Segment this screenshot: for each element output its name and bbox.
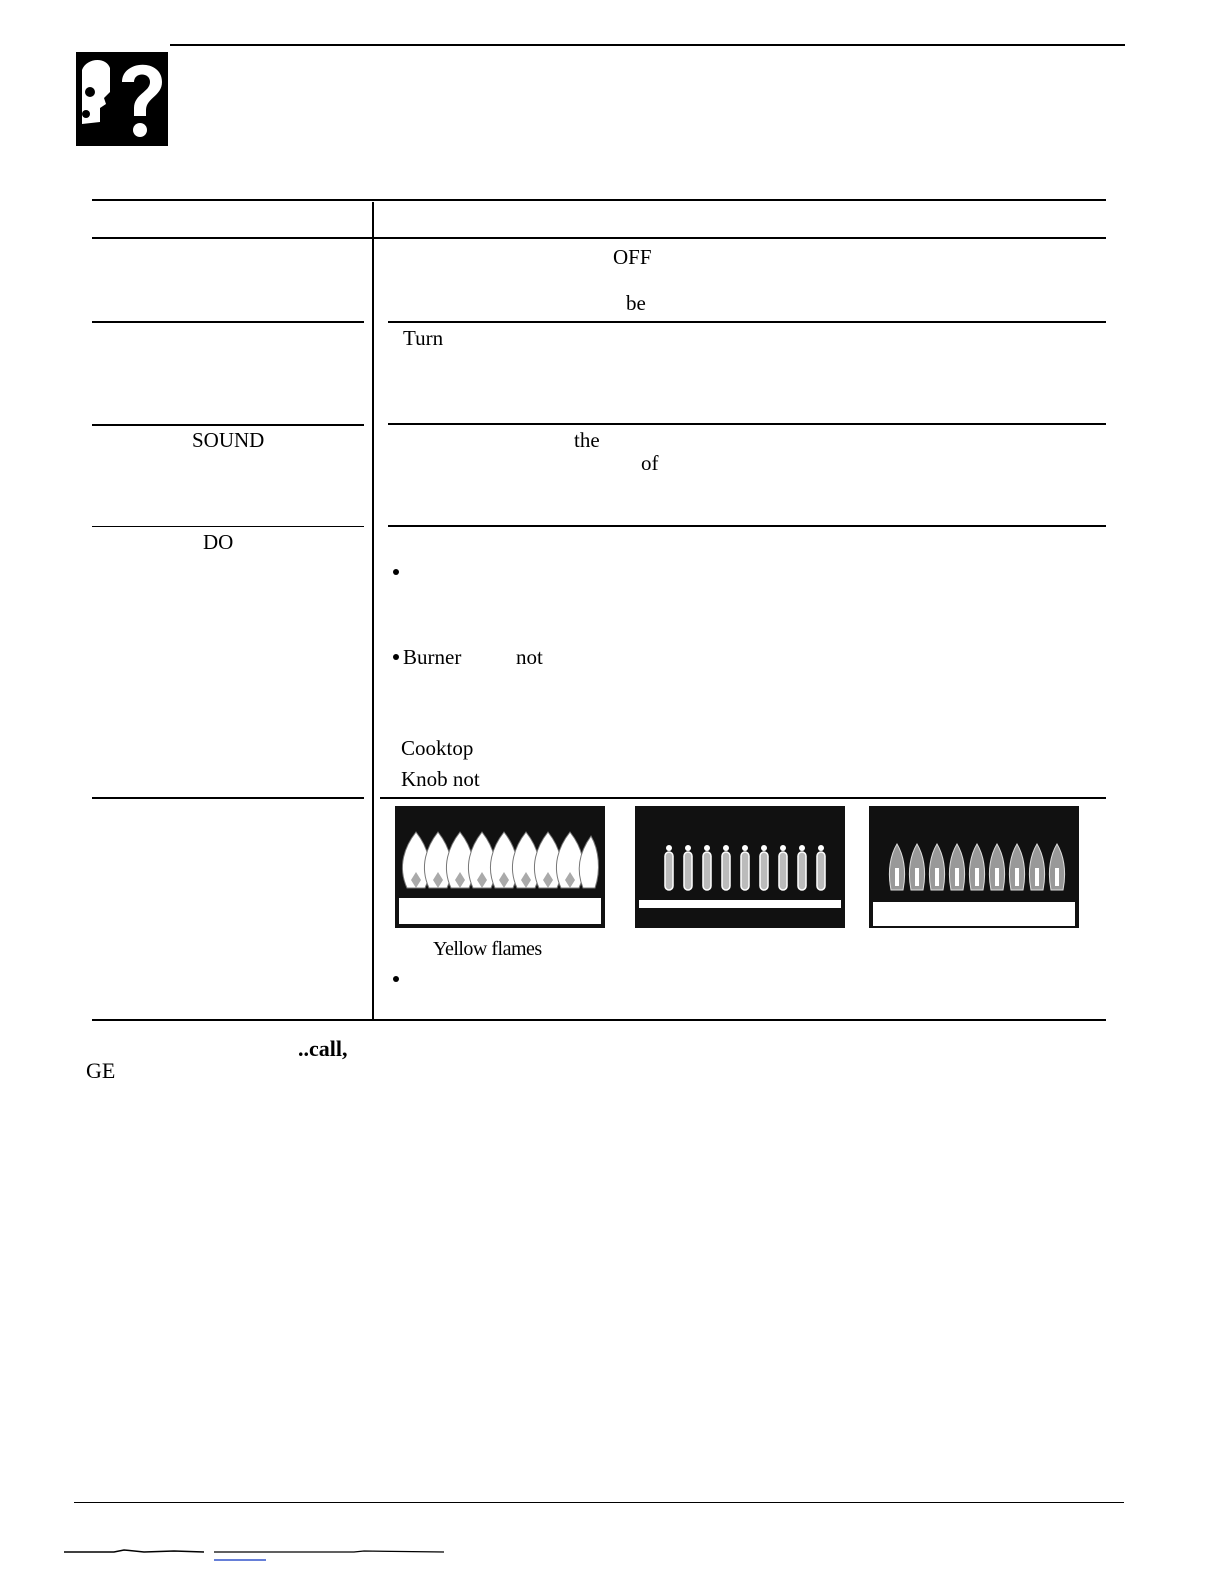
burner-bar-2	[637, 898, 843, 910]
table-header-rule	[92, 237, 1106, 239]
row-rule-right-1	[388, 321, 1106, 323]
row2-word-turn: Turn	[403, 326, 444, 350]
row4-bullet-2	[393, 654, 399, 660]
row4-word-not: not	[516, 645, 543, 669]
row-rule-right-4	[380, 797, 1106, 799]
table-top-rule	[92, 199, 1106, 201]
mixed-flame-panel	[869, 806, 1079, 928]
row-rule-left-4	[92, 797, 364, 799]
row-rule-left-3	[92, 526, 364, 527]
row-rule-left-1	[92, 321, 364, 323]
blue-flame-panel	[635, 806, 845, 928]
do-label: DO	[203, 530, 234, 554]
row-rule-left-2	[92, 424, 364, 426]
burner-bar-1	[397, 896, 603, 926]
row1-word-be: be	[626, 291, 646, 315]
table-bottom-rule	[92, 1019, 1106, 1021]
page-bottom-rule	[74, 1502, 1124, 1503]
column-divider	[372, 202, 374, 1020]
row4-bullet-1	[393, 569, 399, 575]
question-face-icon	[76, 52, 168, 146]
row5-bullet	[393, 976, 399, 982]
yellow-flames-caption: Yellow flames	[433, 938, 542, 960]
row4-word-burner: Burner	[403, 645, 462, 669]
burner-bar-3	[871, 900, 1077, 928]
row4-word-cooktop: Cooktop	[401, 736, 474, 760]
footer-ge-text: GE	[86, 1058, 116, 1083]
row-rule-right-3	[388, 525, 1106, 527]
top-rule	[170, 44, 1125, 46]
yellow-flame-panel	[395, 806, 605, 928]
footer-scan-artifacts	[64, 1540, 464, 1570]
row-rule-right-2	[388, 423, 1106, 425]
row3-word-of: of	[641, 451, 659, 475]
row3-word-the: the	[574, 428, 600, 452]
row1-word-off: OFF	[613, 245, 652, 269]
sound-label: SOUND	[192, 428, 265, 452]
footer-call-text: ..call,	[298, 1036, 348, 1061]
row4-word-knobnot: Knob not	[401, 767, 480, 791]
